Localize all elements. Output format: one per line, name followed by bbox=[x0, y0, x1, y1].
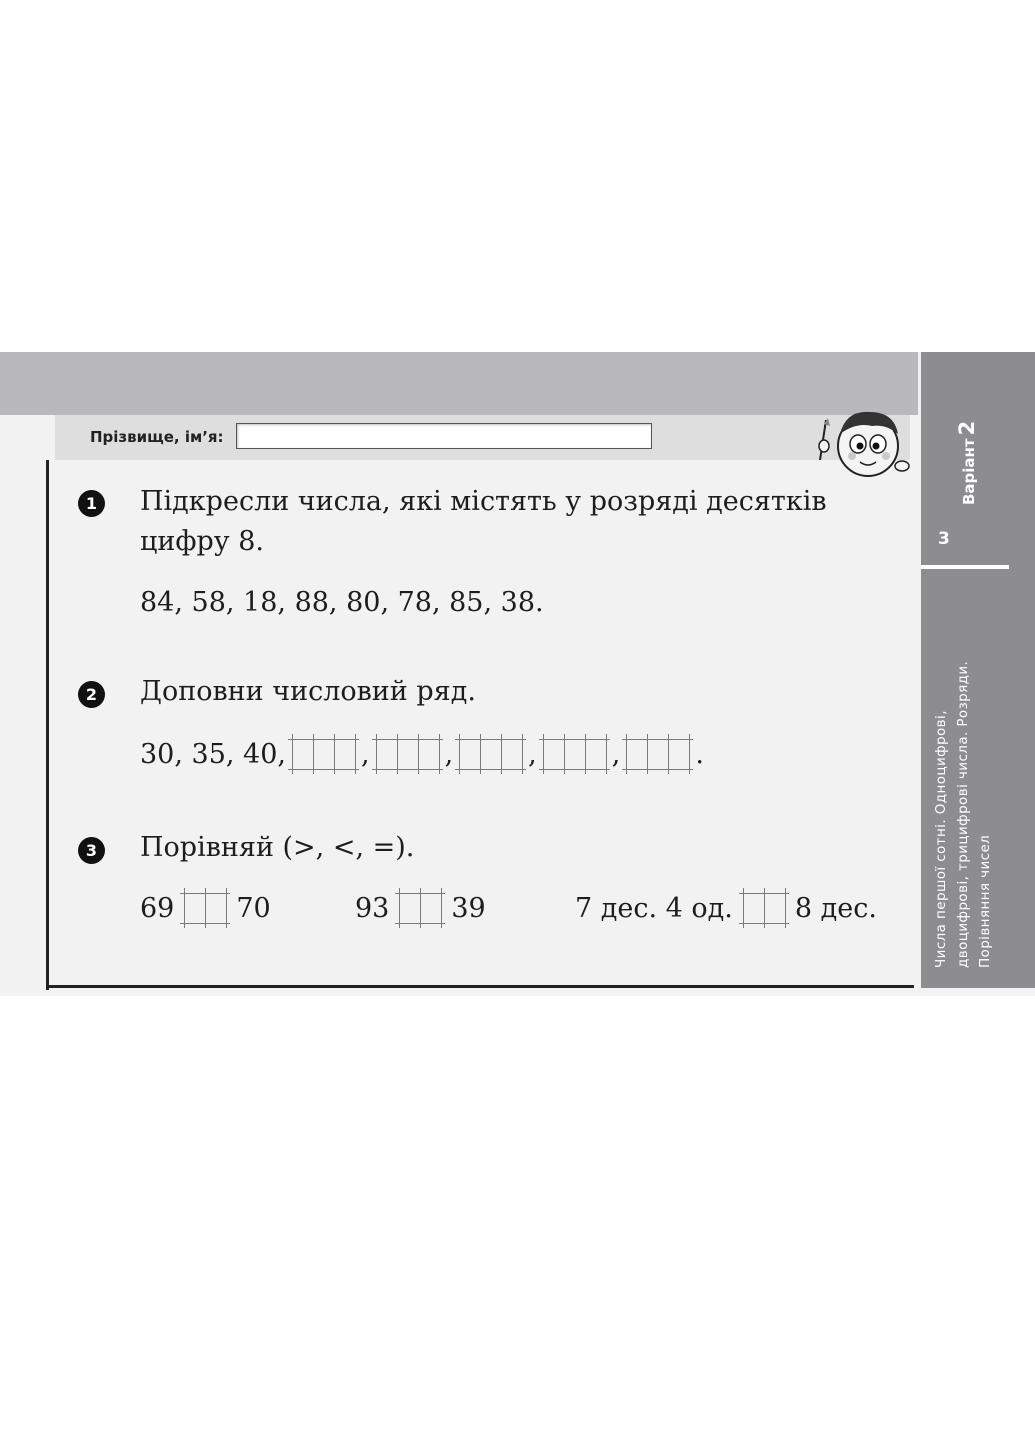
comparison-answer-box[interactable] bbox=[184, 891, 226, 925]
name-label: Прізвище, ім’я: bbox=[90, 428, 224, 446]
grid-line-vertical bbox=[501, 734, 502, 774]
grid-line-top bbox=[455, 739, 526, 740]
bottom-border bbox=[46, 985, 914, 988]
grid-line-vertical bbox=[226, 888, 227, 928]
sequence-separator: , bbox=[360, 738, 370, 770]
topic-line: двоцифрові, трицифрові числа. Розряди. bbox=[955, 660, 971, 968]
sequence-answer-boxes bbox=[286, 737, 704, 771]
sequence-end: . bbox=[695, 738, 704, 770]
grid-line-vertical bbox=[522, 734, 523, 774]
grid-line-bottom bbox=[539, 769, 610, 770]
grid-line-vertical bbox=[355, 734, 356, 774]
grid-line-vertical bbox=[689, 734, 690, 774]
grid-line-vertical bbox=[420, 888, 421, 928]
grid-line-vertical bbox=[292, 734, 293, 774]
topic-line: Порівняння чисел bbox=[977, 834, 993, 968]
side-separator bbox=[921, 565, 1009, 569]
variant-number: 2 bbox=[955, 420, 979, 436]
grid-line-vertical bbox=[626, 734, 627, 774]
grid-line-vertical bbox=[313, 734, 314, 774]
grid-line-bottom bbox=[622, 769, 693, 770]
grid-line-vertical bbox=[543, 734, 544, 774]
grid-line-vertical bbox=[397, 734, 398, 774]
grid-line-top bbox=[622, 739, 693, 740]
mascot-illustration bbox=[812, 400, 912, 480]
comparison-right: 39 bbox=[451, 892, 486, 924]
comparison-right: 8 дес. bbox=[794, 892, 877, 924]
sequence-answer-box[interactable] bbox=[626, 737, 689, 771]
grid-line-vertical bbox=[376, 734, 377, 774]
grid-line-vertical bbox=[606, 734, 607, 774]
grid-line-vertical bbox=[564, 734, 565, 774]
comparison-left: 93 bbox=[355, 892, 390, 924]
grid-line-vertical bbox=[743, 888, 744, 928]
grid-line-vertical bbox=[334, 734, 335, 774]
left-border bbox=[46, 460, 49, 990]
sequence-start: 30, 35, 40, bbox=[140, 738, 286, 770]
comparison-1 bbox=[140, 888, 271, 928]
sequence-separator: , bbox=[611, 738, 621, 770]
grid-line-top bbox=[288, 739, 359, 740]
comparison-right: 70 bbox=[236, 892, 271, 924]
task-3-instruction: Порівняй (>, <, =). bbox=[140, 832, 415, 863]
task-2-badge: 2 bbox=[78, 681, 105, 708]
topic-title bbox=[930, 578, 996, 968]
grid-line-top bbox=[539, 739, 610, 740]
task-3-badge: 3 bbox=[78, 837, 105, 864]
comparison-left: 7 дес. 4 од. bbox=[575, 892, 733, 924]
grid-line-vertical bbox=[785, 888, 786, 928]
grid-line-vertical bbox=[399, 888, 400, 928]
task-1-numbers[interactable]: 84, 58, 18, 88, 80, 78, 85, 38. bbox=[140, 587, 544, 618]
task-2-sequence bbox=[140, 734, 704, 774]
sequence-separator: , bbox=[444, 738, 454, 770]
grid-line-vertical bbox=[205, 888, 206, 928]
variant-text: Варіант bbox=[960, 438, 978, 505]
grid-line-vertical bbox=[459, 734, 460, 774]
task-1-line: Підкресли числа, які містять у розряді десятків bbox=[140, 486, 827, 517]
page-number: 3 bbox=[938, 529, 950, 549]
grid-line-vertical bbox=[668, 734, 669, 774]
task-2-instruction: Доповни числовий ряд. bbox=[140, 676, 476, 707]
comparison-left: 69 bbox=[140, 892, 175, 924]
grid-line-vertical bbox=[647, 734, 648, 774]
name-input-field[interactable] bbox=[236, 423, 652, 449]
comparison-answer-box[interactable] bbox=[743, 891, 785, 925]
sequence-separator: , bbox=[528, 738, 537, 770]
sequence-answer-box[interactable] bbox=[376, 737, 439, 771]
grid-line-bottom bbox=[288, 769, 359, 770]
grid-line-vertical bbox=[418, 734, 419, 774]
sequence-answer-box[interactable] bbox=[543, 737, 606, 771]
task-1-badge: 1 bbox=[78, 490, 105, 517]
topic-line: Числа першої сотні. Одноцифрові, bbox=[933, 710, 949, 968]
comparison-3 bbox=[575, 888, 877, 928]
grid-line-vertical bbox=[764, 888, 765, 928]
grid-line-bottom bbox=[455, 769, 526, 770]
variant-label bbox=[955, 421, 979, 505]
task-1-line: цифру 8. bbox=[140, 526, 265, 557]
grid-line-vertical bbox=[441, 888, 442, 928]
grid-line-vertical bbox=[585, 734, 586, 774]
sequence-answer-box[interactable] bbox=[459, 737, 522, 771]
header-band bbox=[0, 352, 918, 415]
grid-line-top bbox=[372, 739, 443, 740]
grid-line-vertical bbox=[480, 734, 481, 774]
sequence-answer-box[interactable] bbox=[292, 737, 355, 771]
task-1-instruction bbox=[140, 482, 827, 562]
grid-line-vertical bbox=[439, 734, 440, 774]
grid-line-bottom bbox=[372, 769, 443, 770]
grid-line-vertical bbox=[184, 888, 185, 928]
comparison-2 bbox=[355, 888, 486, 928]
comparison-answer-box[interactable] bbox=[399, 891, 441, 925]
